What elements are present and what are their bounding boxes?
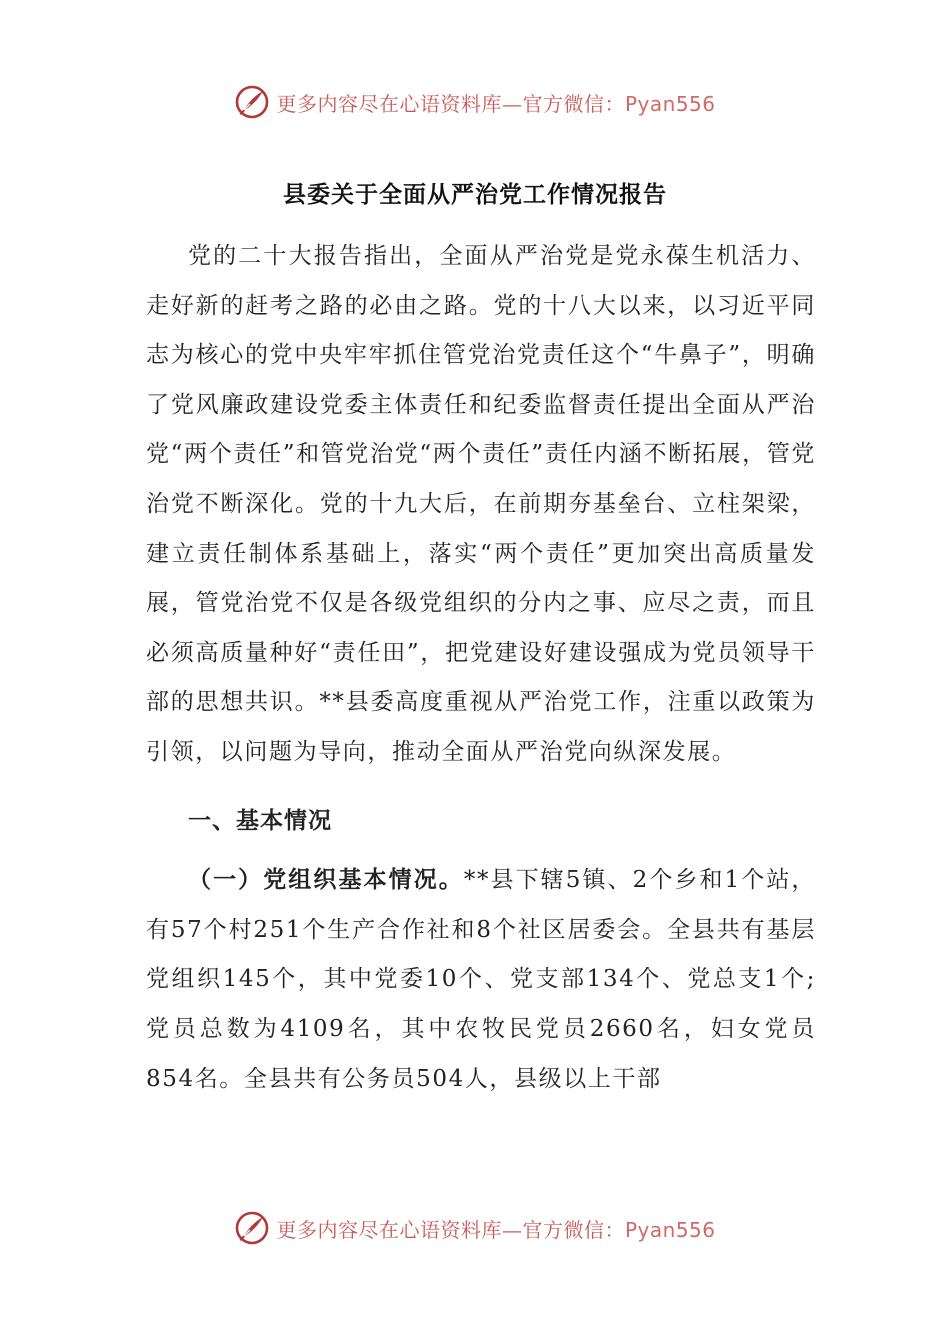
subsection-body: **县下辖5镇、2个乡和1个站，有57个村251个生产合作社和8个社区居委会。全县共有基层党组织145个，其中党委10个、党支部134个、党总支1个;党员总数为4109名，其中农牧民党员2660名，妇女党员854名。全县共有公务员504人，县级以上干部 <box>146 867 817 1092</box>
document-body <box>146 232 816 1104</box>
watermark-main-text: 更多内容尽在心语资料库 <box>276 91 502 116</box>
watermark-text <box>276 88 715 117</box>
watermark-text <box>276 1214 715 1243</box>
intro-paragraph: 党的二十大报告指出，全面从严治党是党永葆生机活力、走好新的赶考之路的必由之路。党的十八大以来，以习近平同志为核心的党中央牢牢抓住管党治党责任这个“牛鼻子”，明确了党风廉政建设党委主体责任和纪委监督责任提出全面从严治党“两个责任”和管党治党“两个责任”责任内涵不断拓展，管党治党不断深化。党的十九大后，在前期夯基垒台、立柱架梁，建立责任制体系基础上，落实“两个责任”更加突出高质量发展，管党治党不仅是各级党组织的分内之事、应尽之责，而且必须高质量种好“责任田”，把党建设好建设强成为党员领导干部的思想共识。**县委高度重视从严治党工作，注重以政策为引领，以问题为导向，推动全面从严治党向纵深发展。 <box>146 243 816 765</box>
watermark-content <box>234 84 715 120</box>
watermark-wechat-id: Pyan556 <box>624 1217 716 1242</box>
watermark-wechat-id: Pyan556 <box>624 91 716 116</box>
watermark-banner-top <box>0 82 950 122</box>
watermark-wechat-label: 官方微信： <box>522 91 625 116</box>
watermark-main-text: 更多内容尽在心语资料库 <box>276 1217 502 1242</box>
document-title: 县委关于全面从严治党工作情况报告 <box>283 181 667 208</box>
section-heading-basic-situation: 一、基本情况 <box>188 806 332 834</box>
subsection-paragraph-party-organization <box>146 855 816 1104</box>
watermark-dash: — <box>501 91 523 116</box>
quill-logo-icon <box>234 1210 270 1246</box>
quill-logo-icon <box>234 84 270 120</box>
watermark-dash: — <box>501 1217 523 1242</box>
watermark-wechat-label: 官方微信： <box>522 1217 625 1242</box>
watermark-banner-bottom <box>0 1208 950 1248</box>
watermark-content <box>234 1210 715 1246</box>
subsection-lead: （一）党组织基本情况。 <box>188 866 464 894</box>
